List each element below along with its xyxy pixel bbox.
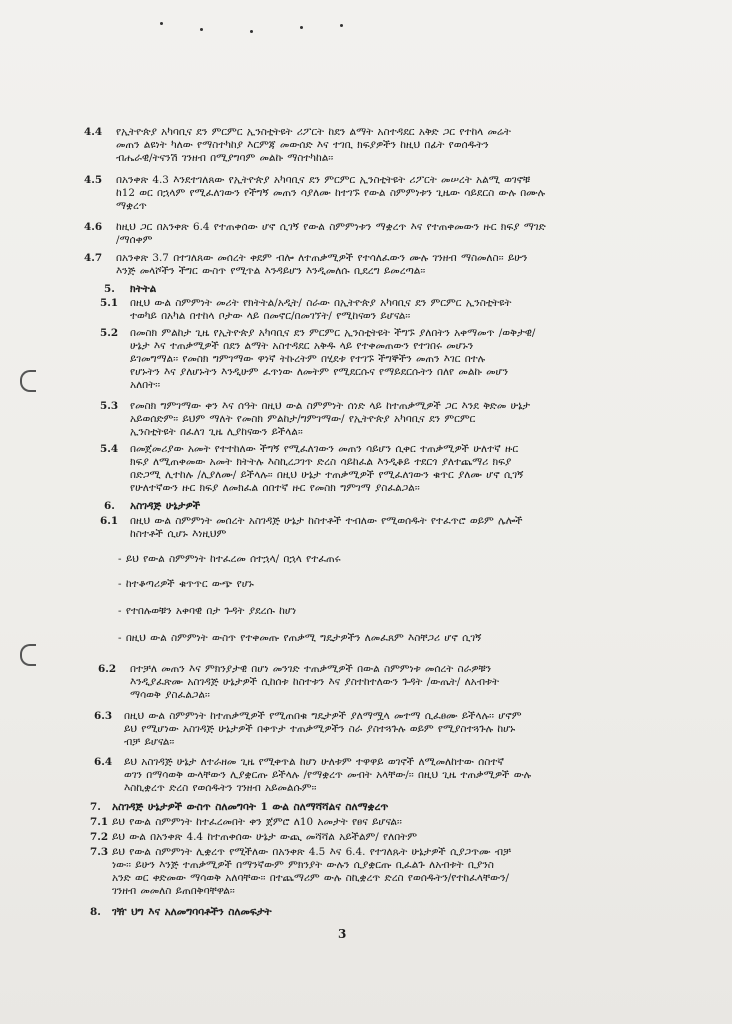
bullet-text: - ይህ የውል ስምምነት ከተፈረመ ሰተኋላ/ በኋላ የተፈጠሩ — [118, 553, 341, 565]
scan-speck — [300, 26, 303, 29]
clause-text: ከዚህ ጋር በአንቀጽ 6.4 የተጠቀሰው ሆኖ ሲገኝ የውል ስምምነቱን ማቋረጥ እና የተጠቀመውን ዙር ክፍያ ማገድ /ማሰቀም — [116, 221, 546, 246]
section-number: 6. — [104, 500, 115, 512]
section-number: 7. — [90, 801, 101, 813]
clause-text: በአንቀጽ 4.3 እንደተገለጸው የኢትዮጵያ አካባቢና ደን ምርምር ኢንስቲትዩት ሪፖርት መሠረት አልሚ ወገኖቹ ከ12 ወር በኋላም የሚፈለገውን የችግኝ መጠን ሳያለሙ ከተገኙ የውል ስምምነቱን ጊዜው ሳይደርስ ውሉ በሙሉ ማቋረጥ — [116, 174, 546, 212]
clause-number: 4.4 — [84, 126, 103, 138]
clause-text: በዚህ ውል ስምምነት መሪት የክትትል/አዲት/ ስራው በኢትዮጵያ አካባቢና ደን ምርምር ኢንስቲትዩት ተወካይ በአካል በተከላ ቦታው ላይ በመኖር/በመገኘት/ የሚከናወን ይሆናል፡፡ — [130, 297, 512, 322]
clause-number: 6.4 — [94, 756, 113, 768]
clause-number: 5.3 — [100, 400, 119, 412]
clause-text: በመጀመሪያው አመት የተተከለው ችግኝ የሚፈለገውን መጠን ሳይሆን ሲቀር ተጠቃሚዎች ሁለተኛ ዙር ክፍያ ለሚጠቀመው አመት ክትትሉ እስኪረጋገጥ ድረስ ሳይከፈል እንዲቆይ ተደርጎ ያለተጨማሪ ክፍያ በድጋሚ ሊተከሉ /ሊያለሙ/ ይችላሉ፡፡ በዚህ ሁኔታ ተጠቃሚዎች የሚፈለገውን ቁጥር ያለሙ ሆኖ ሲገኝ የሁለተኛውን ዙር ክፍያ ለመክፈል ሰበተኛ ዙር የመስክ ግምገማ ያስፈልጋል፡፡ — [130, 443, 524, 494]
section-number: 8. — [90, 906, 101, 918]
scan-speck — [250, 30, 253, 33]
clause-text: ይህ የውል ስምምነት ሊቋረጥ የሚችለው በአንቀጽ 4.5 እና 6.4. የተገለጹት ሁኔታዎች ሲያጋጥሙ ብቻ ነው፡፡ ይሁን እንጅ ተጠቃሚዎች በማንኛውም ምክንያት ውሉን ሲያቋርጡ ቢፈልጉ ለአብቱት ቢያንስ አንድ ወር ቀድመው ማሳወቅ አለባቸው፡፡ በተጨማሪም ውሉ ስኪቋረጥ ድረስ የወሰዱትን/የተከፈላቸውን/ ገንዘብ መመለስ ይጠበቅባቸዋል፡፡ — [112, 846, 511, 897]
clause-number: 5.4 — [100, 443, 119, 455]
clause-number: 6.1 — [100, 515, 119, 527]
punch-hole-mark — [20, 370, 36, 392]
bullet-text: - ከተቆጣሪዎች ቁጥጥር ውጭ የሆኑ — [118, 578, 254, 590]
page-number: 3 — [338, 927, 347, 941]
bullet-text: - በዚህ ውል ስምምነት ውስጥ የተቀመጡ የጠቃሚ ግዴታዎችን ለመፈጸም እስቸጋሪ ሆኖ ሲገኝ — [118, 632, 482, 644]
punch-hole-mark — [20, 644, 36, 666]
clause-number: 4.6 — [84, 221, 103, 233]
bullet-text: - የተበሉወቹን አቀባዊ በታ ጉዳት ያደረሱ ከሆነ — [118, 605, 297, 617]
section-number: 5. — [104, 283, 115, 295]
clause-number: 6.2 — [98, 663, 117, 675]
clause-number: 6.3 — [94, 710, 113, 722]
clause-text: ይህ አስገዳጅ ሁኔታ ለተራዘመ ጊዜ የሚቀጥል ከሆነ ሁለቱም ተዋዋይ ወገኖች ለሚመለከተው ሰስተኛ ወገን በማሳወቅ ውላቸውን ሊያቋርጡ ይችላሉ /የማቋረጥ መብት አላቸው/፡፡ በዚህ ጊዜ ተጠቃሚዎች ውሉ እስኪቋረጥ ድረስ የወሰዱትን ገንዘብ አይመልሱም፡፡ — [124, 756, 532, 794]
section-title: አስገዳጅ ሁኔታዎች — [130, 500, 201, 512]
clause-text: በዚህ ውል ስምምነት ከተጠቃሚዎች የሚጠበቁ ግዴታዎች ያለማሟላ መተማ ሲፈፀሙ ይችላሉ፡፡ ሆኖም ይህ የሚሆነው አስገዳጅ ሁኔታዎች በቀጥታ ተጠቃሚዎችን ስራ ያስተጓጉሉ ወይም የሚያስተጓጉሉ ከሆኑ ብቻ ይሆናል፡፡ — [124, 710, 522, 748]
clause-text: የኢትዮጵያ አካባቢና ደን ምርምር ኢንስቲትዩት ሪፖርት ከደን ልማት አስተዳደር አቅድ ጋር የተከላ መሬት መጠን ልዩነት ካለው የማስተካከያ እርምጃ መውሰድ እና ተገቢ ክፍያዎችን ከዚህ በፊት የወሰዱትን ብሔራዊ/ትናንሽ ገንዘብ በሚያግባም መልኩ ማስተካከል፡፡ — [116, 126, 511, 164]
clause-text: በአንቀጽ 3.7 በተገለጸው መሰረት ቀደም ብሎ ለተጠቃሚዎች የተሳለፈውን ሙሉ ገንዘብ ማስመለስ፡፡ ይሁን እንጅ መላሾችን ችግር ውስጥ የሚጥል እንዳይሆን እንዲመለሱ ቢደረግ ይመረጣል፡፡ — [116, 252, 528, 277]
scan-speck — [200, 28, 203, 31]
clause-number: 7.2 — [90, 831, 109, 843]
clause-number: 5.2 — [100, 327, 119, 339]
clause-text: በመስክ ምልከታ ጊዜ የኢትዮጵያ አካባቢና ደን ምርምር ኢንስቲትዩት ችግኙ ያለበትን አቀማመጥ /ወቅታዊ/ ሁኔታ እና ተጠቃሚዎች በደን ልማት አስተዳደር አቅዱ ላይ የተቀመጠውን የተገበሩ መሆኑን ይገመግማል፡፡ የመስክ ግምገማው ዋነኛ ትኩረትም በሂደቱ የተገኙ ችግኞችን መጠን እገር በተሉ የሆኑትን እና ያለሆኑትን እንዲሁም ፈጥነው ለመትም የሚደርሱና የማይደርሱትን በለየ መልኩ መሆን አለበት፡፡ — [130, 327, 536, 391]
clause-text: በዚህ ውል ስምምነት መሰረት አስገዳጅ ሁኔታ ከስተቶች ተብለው የሚወሰዱት የተፈጥሮ ወይም ሌሎች ከስተቶች ሲሆኑ እነዚህም — [130, 515, 523, 540]
clause-text: በተቻለ መጠን እና ምክንያታዊ በሆነ መንገድ ተጠቃሚዎች በውል ስምምነቱ መሰረት ስራዎቹን እንዲያፈጽሙ አስገዳጅ ሁኔታዎች ሲከሰቱ ከስተቱን እና ያስተከተለውን ጉዳት /ውጤት/ ለአብቱት ማሳወቅ ያስፈልጋል፡፡ — [130, 663, 500, 701]
section-title: አስገዳጅ ሁኔታዎች ውስጥ ስለመግባት 1 ውል ስለማሻሻልና ስለማቋረጥ — [112, 801, 389, 813]
clause-number: 7.3 — [90, 846, 109, 858]
clause-number: 4.7 — [84, 252, 103, 264]
scan-speck — [160, 22, 163, 25]
section-title: ገዥ ህግ እና አለመግባባቶችን ስለመፍታት — [112, 906, 272, 918]
clause-text: ይህ ውል በአንቀጽ 4.4 ከተጠቀሰው ሁኔታ ውጪ መሻሻል አይችልም/ የለበትም — [112, 831, 417, 843]
clause-number: 4.5 — [84, 174, 103, 186]
clause-text: ይህ የውል ስምምነት ከተፈረመበት ቀን ጀምሮ ለ10 አመታት የፀና ይሆናል፡፡ — [112, 816, 402, 828]
clause-text: የመስክ ግምገማው ቀን እና ሰዓት በዚህ ውል ስምምነት ሰነድ ላይ ከተጠቃሚዎች ጋር እንደ ቅድመ ሁኔታ አይወሰድም፡፡ ይህም ማለት የመስክ ምልከታ/ግምገማው/ የኢትዮጵያ አካባቢና ደን ምርምር ኢንስቲትዩት በፈለገ ጊዜ ሊያከናውን ይችላል፡፡ — [130, 400, 531, 438]
clause-number: 5.1 — [100, 297, 119, 309]
section-title: ክትትል — [130, 283, 157, 295]
clause-number: 7.1 — [90, 816, 109, 828]
scan-speck — [340, 24, 343, 27]
